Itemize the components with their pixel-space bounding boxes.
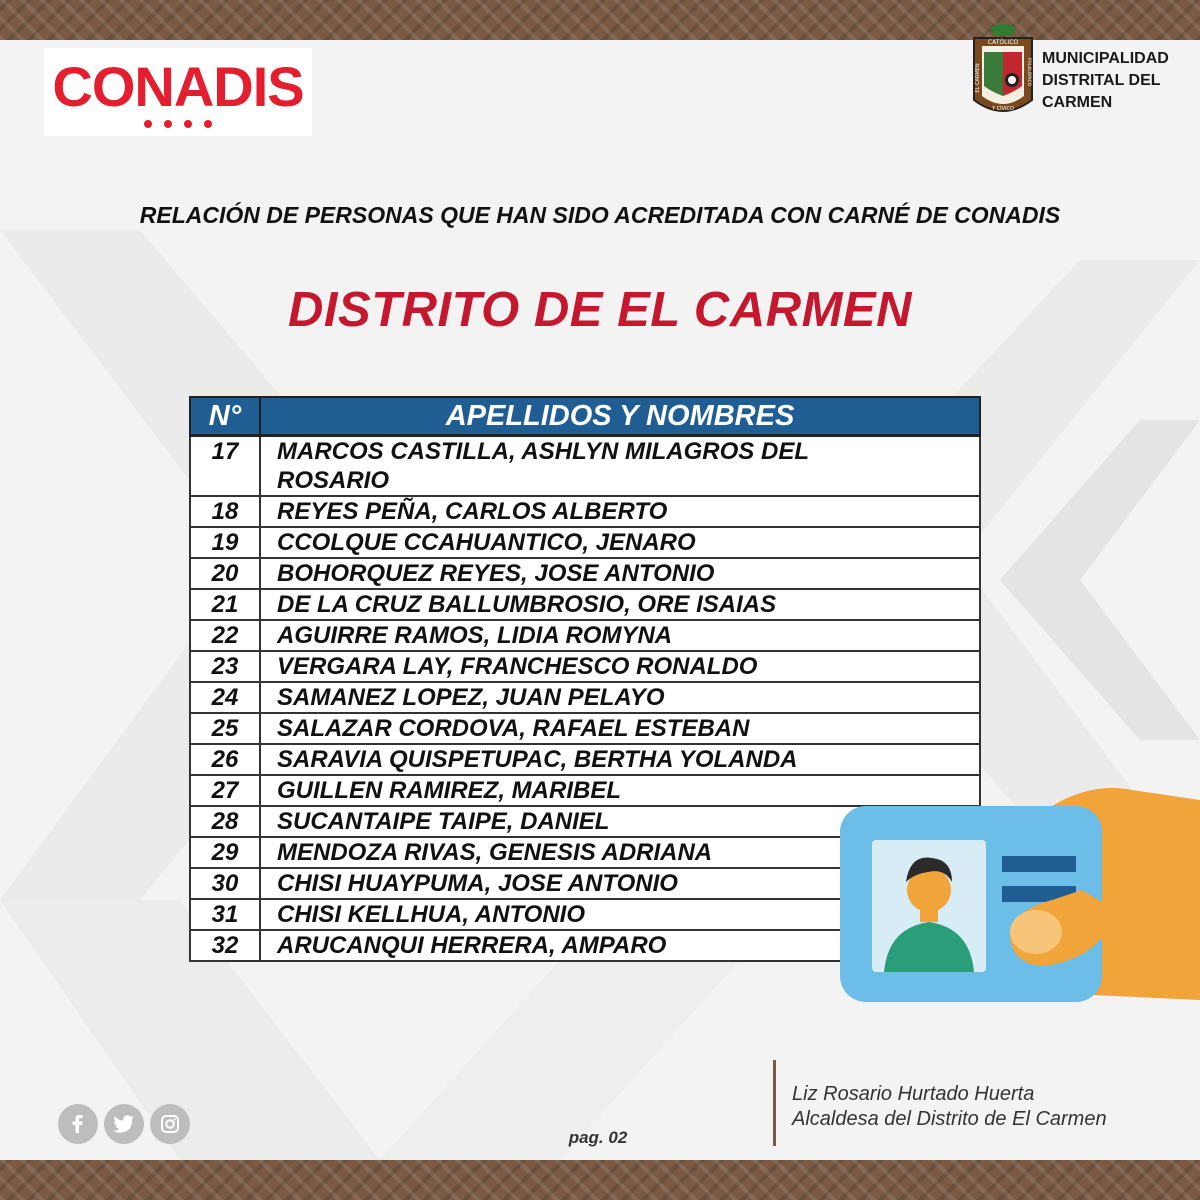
row-name: MARCOS CASTILLA, ASHLYN MILAGROS DEL ROSARIO xyxy=(260,435,980,496)
municipality-crest-icon xyxy=(970,22,1036,122)
decorative-bottom-band xyxy=(0,1160,1200,1200)
table-row xyxy=(190,620,980,651)
row-name: ARUCANQUI HERRERA, AMPARO xyxy=(260,930,980,961)
crest-text-catolico: CATÓLICO xyxy=(987,39,1019,46)
row-number: 30 xyxy=(190,868,260,899)
row-number: 24 xyxy=(190,682,260,713)
row-name: CHISI HUAYPUMA, JOSE ANTONIO xyxy=(260,868,980,899)
table-row xyxy=(190,435,980,496)
crest-text-el-carmen: EL CARMEN xyxy=(975,63,981,93)
crest-text-folklorico: FOLKLÓRICO xyxy=(1026,57,1031,87)
row-number: 27 xyxy=(190,775,260,806)
row-number: 21 xyxy=(190,589,260,620)
row-number: 20 xyxy=(190,558,260,589)
table-row xyxy=(190,589,980,620)
document-subtitle: RELACIÓN DE PERSONAS QUE HAN SIDO ACREDITADA CON CARNÉ DE CONADIS xyxy=(139,202,1061,228)
row-number: 18 xyxy=(190,496,260,527)
table-row xyxy=(190,682,980,713)
row-number: 26 xyxy=(190,744,260,775)
row-name: REYES PEÑA, CARLOS ALBERTO xyxy=(260,496,980,527)
table-row xyxy=(190,558,980,589)
row-number: 17 xyxy=(190,435,260,496)
row-number: 25 xyxy=(190,713,260,744)
row-name: GUILLEN RAMIREZ, MARIBEL xyxy=(260,775,980,806)
crest-text-civico: Y CÍVICO xyxy=(992,106,1014,112)
column-header-number: N° xyxy=(190,397,260,435)
signature-role: Alcaldesa del Distrito de El Carmen xyxy=(792,1108,1107,1130)
row-number: 19 xyxy=(190,527,260,558)
conadis-logo-dots xyxy=(44,120,312,128)
row-number: 31 xyxy=(190,899,260,930)
row-number: 28 xyxy=(190,806,260,837)
row-name: SARAVIA QUISPETUPAC, BERTHA YOLANDA xyxy=(260,744,980,775)
row-name: BOHORQUEZ REYES, JOSE ANTONIO xyxy=(260,558,980,589)
row-name: MENDOZA RIVAS, GENESIS ADRIANA xyxy=(260,837,980,868)
signature-block xyxy=(792,1082,1107,1132)
row-name: CCOLQUE CCAHUANTICO, JENARO xyxy=(260,527,980,558)
signature-divider xyxy=(773,1060,776,1146)
municipality-name: MUNICIPALIDAD DISTRITAL DEL CARMEN xyxy=(1042,50,1169,111)
id-card-in-hand-illustration xyxy=(832,760,1200,1020)
row-number: 29 xyxy=(190,837,260,868)
table-header-row xyxy=(190,397,980,435)
row-name: SALAZAR CORDOVA, RAFAEL ESTEBAN xyxy=(260,713,980,744)
row-number: 32 xyxy=(190,930,260,961)
table-row xyxy=(190,496,980,527)
row-name: SUCANTAIPE TAIPE, DANIEL xyxy=(260,806,980,837)
row-name: VERGARA LAY, FRANCHESCO RONALDO xyxy=(260,651,980,682)
row-name: CHISI KELLHUA, ANTONIO xyxy=(260,899,980,930)
column-header-names: APELLIDOS Y NOMBRES xyxy=(260,397,980,435)
row-name: DE LA CRUZ BALLUMBROSIO, ORE ISAIAS xyxy=(260,589,980,620)
table-row xyxy=(190,527,980,558)
conadis-logo-text: CONADIS xyxy=(52,55,304,118)
row-number: 23 xyxy=(190,651,260,682)
document-title: DISTRITO DE EL CARMEN xyxy=(288,283,912,337)
page-number: pag. 02 xyxy=(568,1128,628,1147)
table-row xyxy=(190,713,980,744)
row-name: AGUIRRE RAMOS, LIDIA ROMYNA xyxy=(260,620,980,651)
row-number: 22 xyxy=(190,620,260,651)
table-row xyxy=(190,651,980,682)
conadis-logo xyxy=(44,48,312,136)
row-name: SAMANEZ LOPEZ, JUAN PELAYO xyxy=(260,682,980,713)
signature-name: Liz Rosario Hurtado Huerta xyxy=(792,1083,1035,1105)
